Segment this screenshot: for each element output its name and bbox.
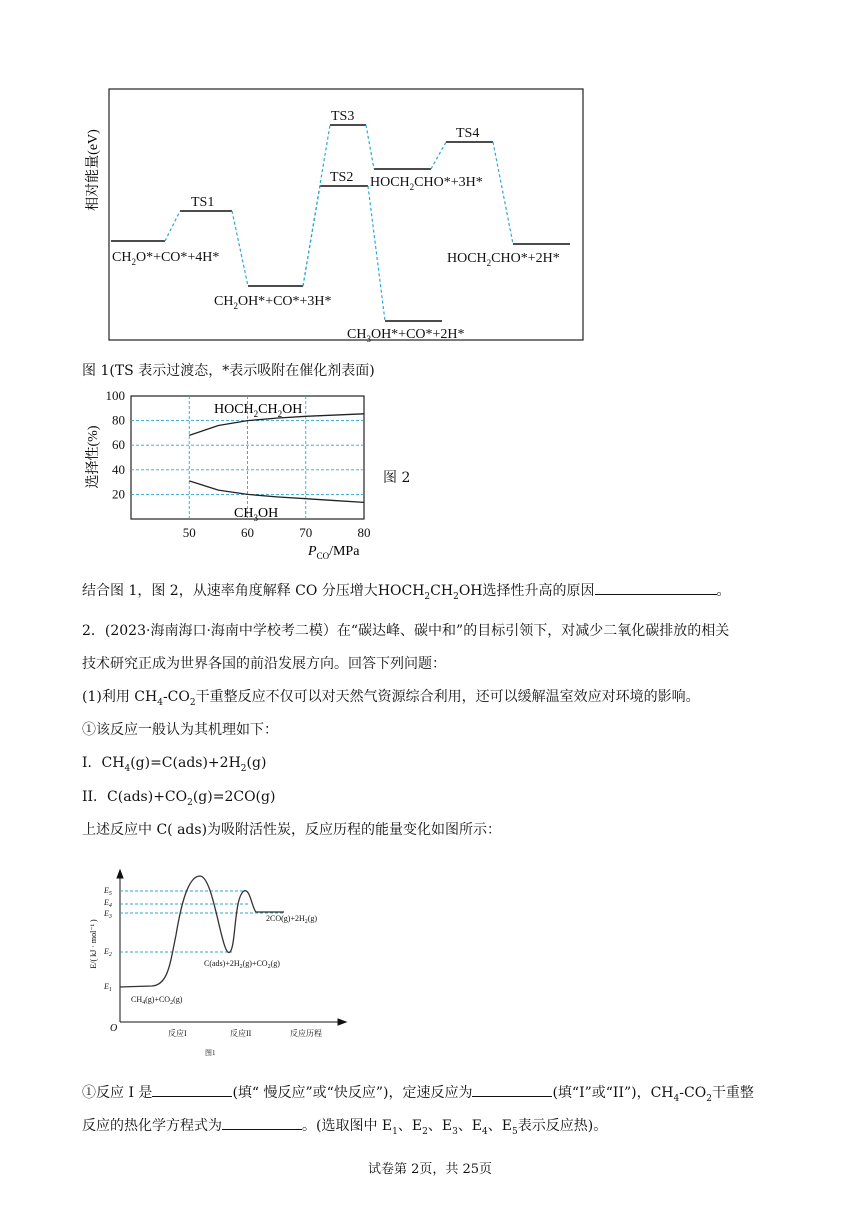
label-ts3: TS3: [331, 109, 355, 124]
label-ts2: TS2: [330, 170, 354, 185]
e4-label: $E_4$: [104, 898, 112, 909]
figure-1-caption: 图 1(TS 表示过渡态，*表示吸附在催化剂表面): [82, 363, 375, 379]
figure-3-caption: 图1: [205, 1049, 216, 1057]
ytick-40: 40: [112, 461, 125, 477]
label-hoch2cho-2: $HOCH_2CHO*+2H*$: [447, 251, 560, 268]
page-footer: 试卷第 2页，共 25页: [367, 1162, 493, 1177]
label-hoch2cho-1: $HOCH_2CHO*+3H*$: [370, 175, 483, 192]
mechanism-intro: ①该反应一般认为其机理如下：: [82, 722, 278, 738]
answer-blank-1[interactable]: [595, 580, 717, 595]
figure-3-energy-references: [120, 891, 284, 952]
chart-2-yticks: [106, 388, 126, 501]
x-label-reaction-II: 反应II: [230, 1029, 252, 1038]
series-line-1: [189, 481, 364, 503]
state-intermediate: $C(ads)+2H_2(g)+CO_2(g)$: [204, 959, 280, 970]
answer-blank-3[interactable]: [472, 1082, 552, 1097]
ytick-100: 100: [105, 388, 125, 403]
answer-blank-2[interactable]: [152, 1082, 232, 1097]
x-label-reaction-I: 反应I: [168, 1029, 187, 1038]
x-label-progress: 反应历程: [290, 1029, 322, 1038]
chart-2-xlabel: $P_{CO}$/MPa: [308, 544, 360, 561]
question-why-selectivity: 结合图 1，图 2，从速率角度解释 CO 分压增大$HOCH_2CH_2OH$选择性升高的原因 。: [82, 580, 731, 607]
figure-3-energy-curve: [120, 876, 284, 987]
figure-1-ylabel: 相对能量(eV): [86, 129, 101, 211]
question-1-line-2: 反应的热化学方程式为 。(选取图中 $E_1$、$E_2$、$E_3$、$E_4$、$E_5$表示反应热)。: [82, 1115, 607, 1142]
figure-3-ylabel: E/( kJ · mol⁻¹ ): [89, 919, 98, 969]
xtick-80: 80: [357, 525, 371, 540]
energy-figure-intro: 上述反应中 C( ads)为吸附活性炭，反应历程的能量变化如图所示：: [82, 822, 502, 838]
e3-label: $E_3$: [104, 909, 112, 920]
chart-2-ylabel: 选择性(%): [86, 425, 101, 489]
question-1-line-1: ①反应 I 是 (填“ 慢反应”或“快反应”)，定速反应为 (填“I”或“II”)，$CH_4-CO_2$干重整: [82, 1082, 754, 1109]
reaction-I: I．$CH_4(g)=C(ads)+2H_2(g)$: [82, 755, 267, 774]
chart-2-xticks: [183, 525, 371, 540]
figure-1-frame: [109, 89, 583, 340]
problem-2-line-2: 技术研究正成为世界各国的前沿发展方向。回答下列问题：: [82, 656, 446, 672]
figure-2-caption: 图 2: [383, 470, 411, 486]
label-ch3oh: $CH_3OH*+CO*+2H*$: [347, 327, 465, 344]
reaction-II: II．$C(ads)+CO_2(g)=2CO(g)$: [82, 789, 276, 808]
state-products: $2CO(g)+2H_2(g)$: [266, 914, 318, 925]
figure-1-energy-diagram: [80, 85, 590, 347]
label-ts4: TS4: [456, 126, 480, 141]
figure-3-energy-profile: [80, 862, 350, 1062]
e2-label: $E_2$: [104, 947, 112, 958]
series-line-0: [189, 414, 364, 436]
state-start: $CH_4(g)+CO_2(g)$: [131, 995, 183, 1006]
label-ch2oh: $CH_2OH*+CO*+3H*$: [214, 294, 332, 311]
e1-label: $E_1$: [104, 982, 112, 993]
xtick-60: 60: [241, 525, 254, 540]
part-1-intro: (1)利用 $CH_4-CO_2$干重整反应不仅可以对天然气资源综合利用，还可以缓解温室效应对环境的影响。: [82, 689, 700, 708]
energy-levels: [111, 125, 570, 321]
figure-3-origin: O: [110, 1023, 118, 1034]
problem-2-line-1: 2．(2023·海南海口·海南中学校考二模）在“碳达峰、碳中和”的目标引领下，对减少二氧化碳排放的相关: [82, 623, 730, 639]
ytick-20: 20: [112, 486, 125, 502]
reaction-path: [165, 125, 513, 321]
figure-2-selectivity-chart: [78, 385, 388, 565]
xtick-50: 50: [182, 525, 196, 540]
series-label-hoch2ch2oh: $HOCH_2CH_2OH$: [214, 402, 303, 419]
series-label-ch3oh: $CH_3OH$: [234, 506, 279, 523]
e5-label: $E_5$: [104, 886, 112, 897]
xtick-70: 70: [299, 525, 313, 540]
answer-blank-4[interactable]: [222, 1115, 302, 1130]
label-ts1: TS1: [191, 195, 215, 210]
ytick-60: 60: [112, 437, 125, 453]
label-ch2o: $CH_2O*+CO*+4H*$: [112, 250, 220, 267]
chart-2-series: [189, 414, 364, 503]
ytick-80: 80: [112, 412, 125, 428]
